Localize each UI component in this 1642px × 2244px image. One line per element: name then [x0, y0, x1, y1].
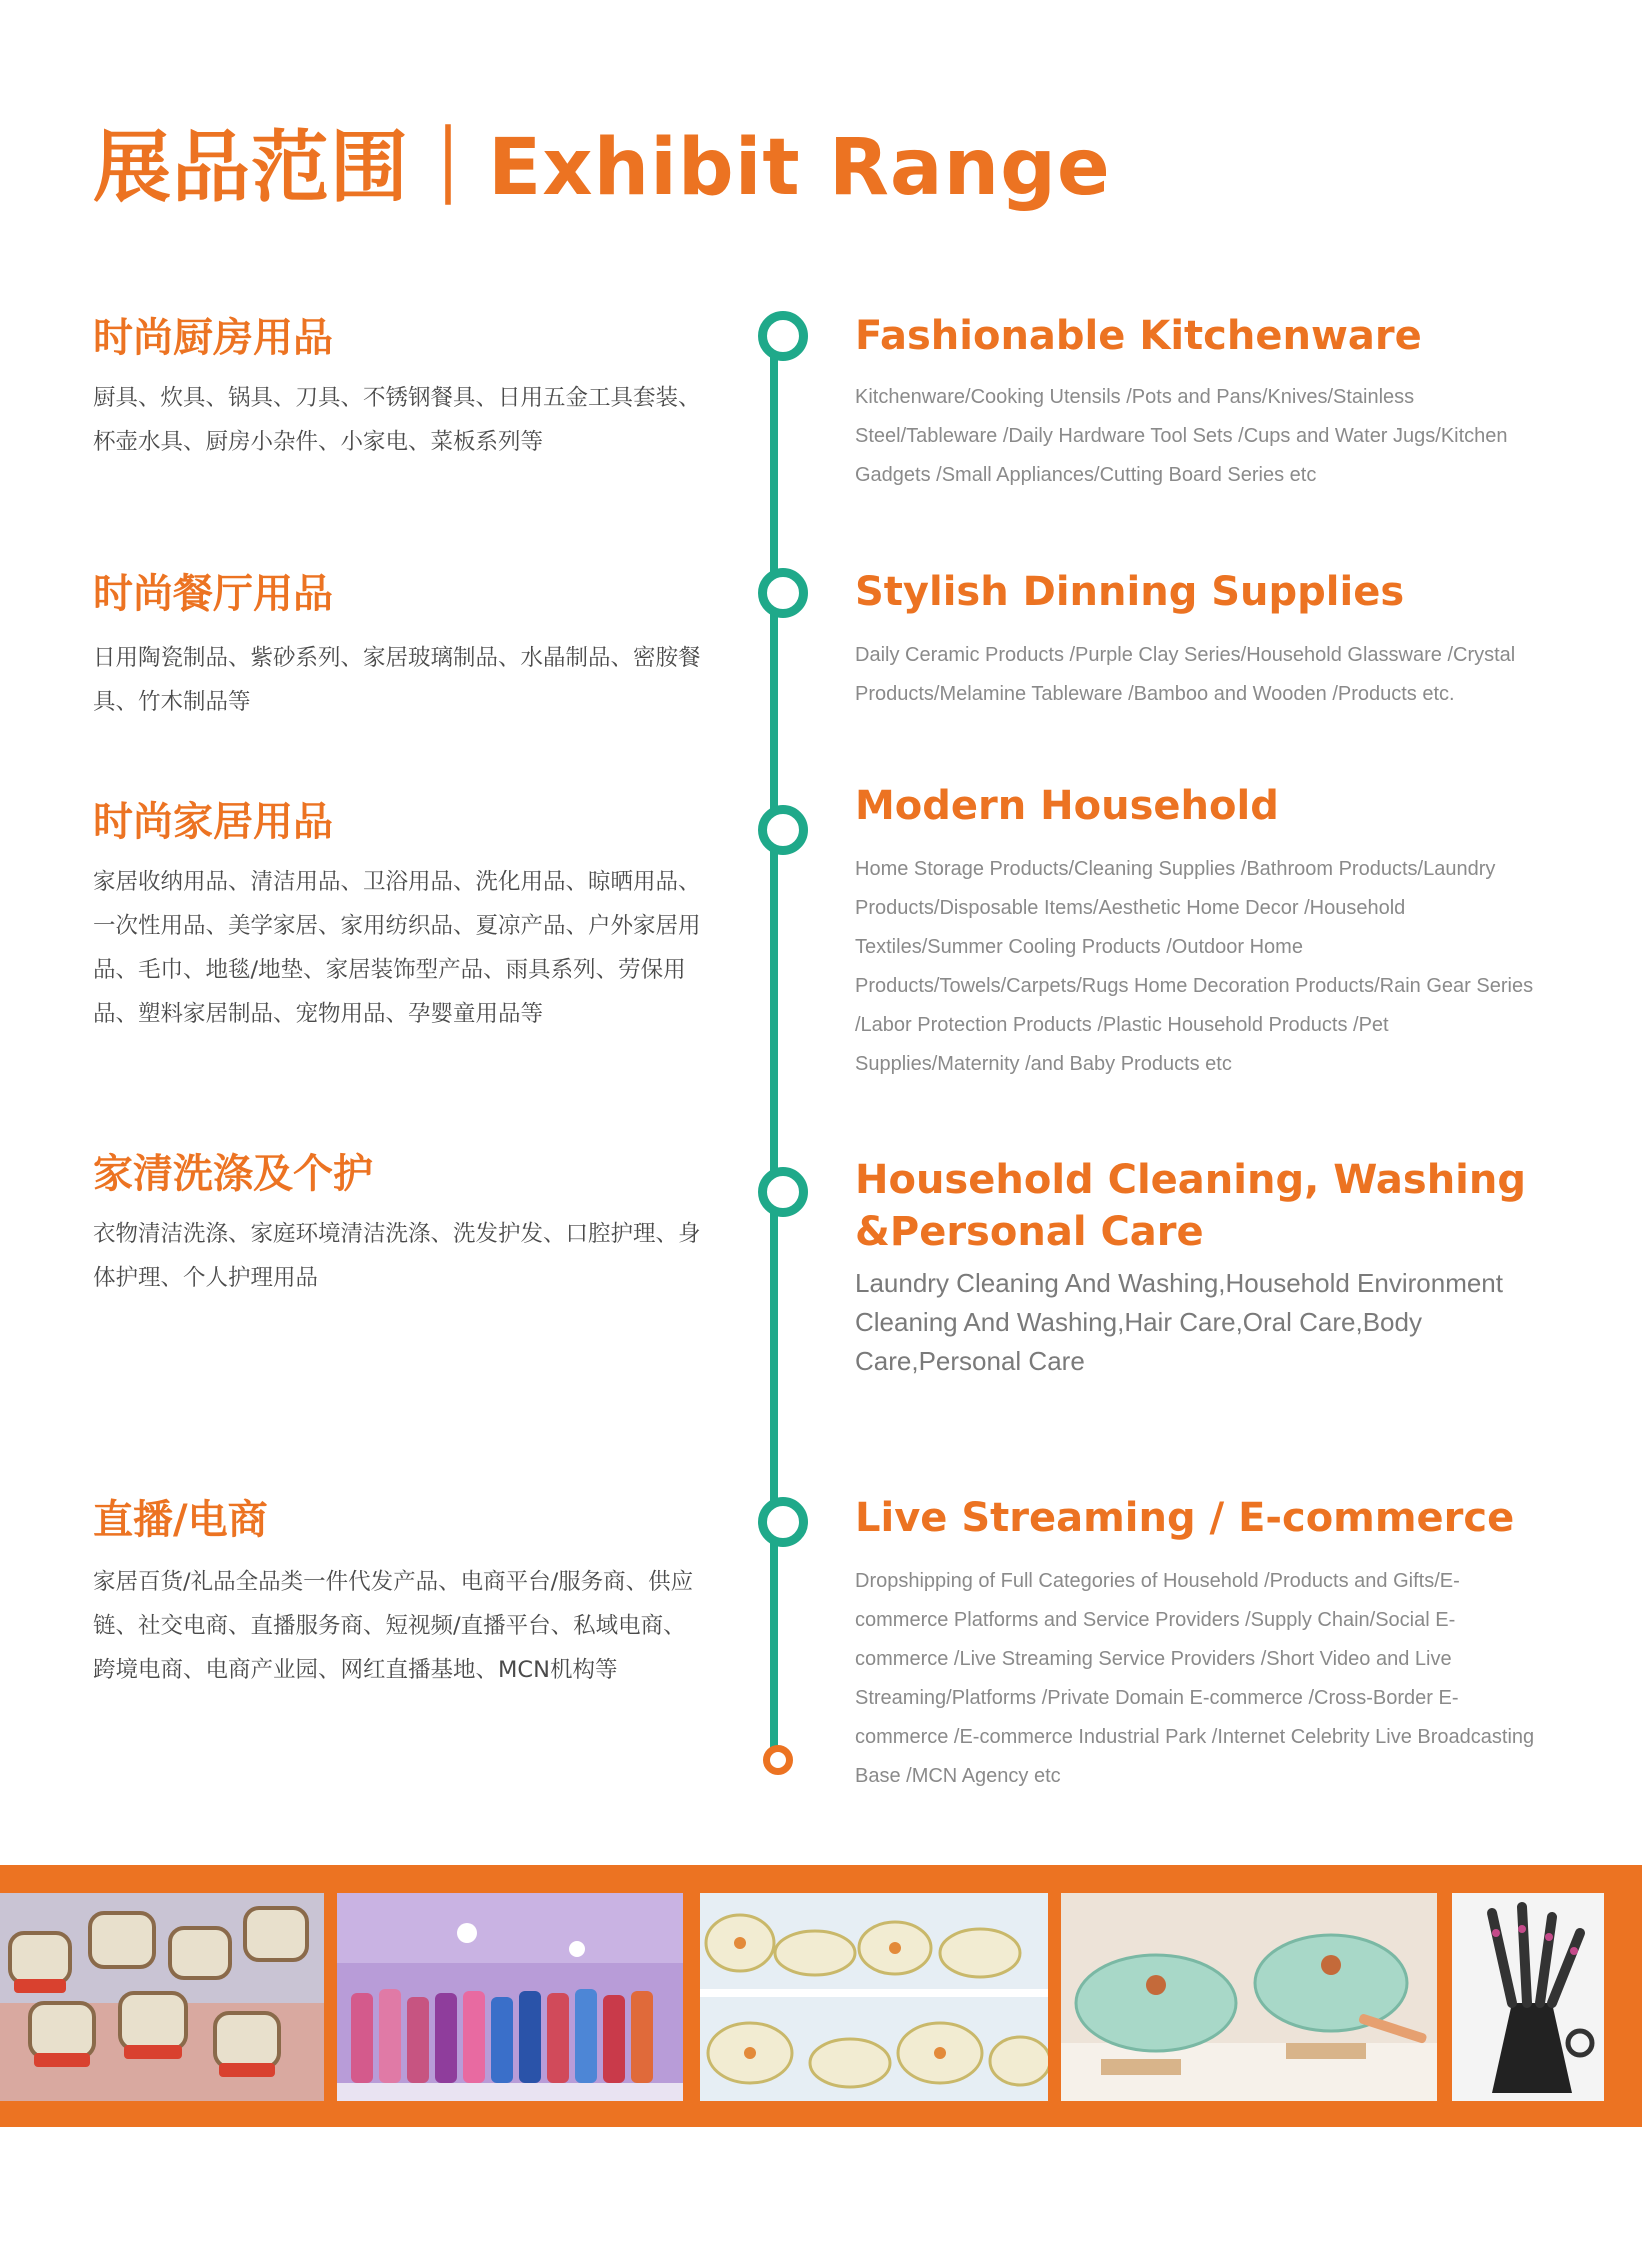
- timeline-end-node: [763, 1745, 793, 1775]
- timeline-node-1: [758, 311, 808, 361]
- cookware-pots-photo: [1061, 1893, 1437, 2101]
- section-4-cn-title: 家清洗涤及个护: [93, 1151, 373, 1197]
- section-2-cn-title: 时尚餐厅用品: [93, 571, 333, 617]
- photo-strip: [0, 1865, 1642, 2127]
- timeline-node-2: [758, 568, 808, 618]
- section-3-en-body: Home Storage Products/Cleaning Supplies /Bathroom Products/Laundry Products/Disposable Items/Aesthetic Home Decor /Household Textiles/Summer Cooling Products /Outdoor Home Products/Towels/Carpets/Rugs Home Decoration Products/Rain Gear Series /Labor Protection Products /Plastic Household Products /Pet Supplies/Maternity /and Baby Products etc: [855, 858, 1534, 1075]
- tableware-photo: [700, 1893, 1048, 2101]
- section-4-en-body: Laundry Cleaning And Washing,Household Environment Cleaning And Washing,Hair Care,Oral Care,Body Care,Personal Care: [855, 1268, 1503, 1376]
- timeline-node-4: [758, 1167, 808, 1217]
- section-5-en-body: Dropshipping of Full Categories of Household /Products and Gifts/E-commerce Platforms and Service Providers /Supply Chain/Social E-commerce /Live Streaming Service Providers /Short Video and Live Streaming/Platforms /Private Domain E-commerce /Cross-Border E-commerce /E-commerce Industrial Park /Internet Celebrity Live Broadcasting Base /MCN Agency etc: [855, 1570, 1535, 1787]
- section-3-cn-body: 家居收纳用品、清洁用品、卫浴用品、洗化用品、晾晒用品、一次性用品、美学家居、家用纺织品、夏凉产品、户外家居用品、毛巾、地毯/地垫、家居装饰型产品、雨具系列、劳保用品、塑料家居制品、宠物用品、孕婴童用品等: [93, 869, 701, 1027]
- section-5-cn-title: 直播/电商: [93, 1497, 268, 1543]
- timeline-node-5: [758, 1497, 808, 1547]
- section-4-en-title: Household Cleaning, Washing &Personal Care: [855, 1157, 1526, 1255]
- storage-containers-photo: [0, 1893, 324, 2101]
- section-3-en-title: Modern Household: [855, 783, 1279, 829]
- knife-set-photo: [1452, 1893, 1604, 2101]
- section-2-en-title: Stylish Dinning Supplies: [855, 569, 1405, 615]
- section-1-en-title: Fashionable Kitchenware: [855, 313, 1422, 359]
- section-1-en-body: Kitchenware/Cooking Utensils /Pots and Pans/Knives/Stainless Steel/Tableware /Daily Hardware Tool Sets /Cups and Water Jugs/Kitchen Gadgets /Small Appliances/Cutting Board Series etc: [855, 386, 1508, 486]
- page-title: 展品范围｜Exhibit Range: [93, 123, 1111, 213]
- section-5-cn-body: 家居百货/礼品全品类一件代发产品、电商平台/服务商、供应链、社交电商、直播服务商、短视频/直播平台、私域电商、跨境电商、电商产业园、网红直播基地、MCN机构等: [93, 1569, 694, 1683]
- section-3-cn-title: 时尚家居用品: [93, 799, 333, 845]
- section-2-en-body: Daily Ceramic Products /Purple Clay Series/Household Glassware /Crystal Products/Melamine Tableware /Bamboo and Wooden /Products etc.: [855, 644, 1516, 705]
- section-4-cn-body: 衣物清洁洗涤、家庭环境清洁洗涤、洗发护发、口腔护理、身体护理、个人护理用品: [93, 1221, 701, 1291]
- timeline-node-3: [758, 805, 808, 855]
- section-1-cn-title: 时尚厨房用品: [93, 315, 333, 361]
- section-2-cn-body: 日用陶瓷制品、紫砂系列、家居玻璃制品、水晶制品、密胺餐具、竹木制品等: [93, 645, 701, 715]
- water-bottles-photo: [337, 1893, 683, 2101]
- section-5-en-title: Live Streaming / E-commerce: [855, 1495, 1515, 1541]
- section-1-cn-body: 厨具、炊具、锅具、刀具、不锈钢餐具、日用五金工具套装、杯壶水具、厨房小杂件、小家电、菜板系列等: [93, 385, 701, 455]
